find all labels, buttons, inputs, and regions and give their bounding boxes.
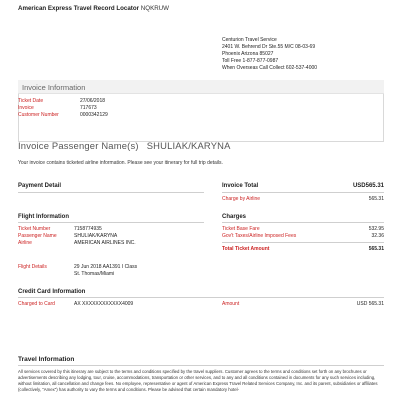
invoice-info-title-bar [18,80,384,94]
passenger-title: Invoice Passenger Name(s) [18,140,139,151]
travel-info-body: All services covered by this itinerary are subject to the terms and conditions specified by the travel suppliers. Customer agrees to the terms and conditions set forth on any brochures or advertisements describing any lodging, tour, cruise, accommodations, transportation or other services, and to any and all conditions contained in documents for any such services including, without limitation, all cancellation and change fees. No employee, representative or agent of American Express Travel Related Services Company, Inc. and its parent, subsidiaries or affiliates (collectively, "Amex") has authority to vary the terms and conditions. Please be advised that certain mandatory hotel- [18,369,378,392]
flight-label-passenger-name: Passenger Name [18,233,57,239]
header-title: American Express Travel Record Locator [18,5,140,12]
flight-value-ticket-number: 7158774935 [74,226,102,232]
charged-to-card-label: Charged to Card [18,301,55,307]
charge-by-airline-amount: 565.31 [368,196,384,202]
invoice-label-customer-number: Customer Number [18,112,59,118]
passenger-heading [18,140,231,151]
total-ticket-amount-label: Total Ticket Amount [222,246,270,252]
invoice-label-invoice: Invoice [18,105,34,111]
flight-details-line2: St. Thomas/Miami [74,271,115,277]
invoice-label-ticket-date: Ticket Date [18,98,44,104]
invoice-value-invoice: 717673 [80,105,97,111]
charge-label-taxes: Gov't Taxes/Airline Imposed Fees [222,233,297,239]
agency-line: Toll Free 1-877-877-0987 [222,57,279,64]
invoice-info-title: Invoice Information [22,83,86,92]
flight-value-passenger-name: SHULIAK/KARYNA [74,233,118,239]
passenger-name: SHULIAK/KARYNA [146,140,231,151]
flight-label-ticket-number: Ticket Number [18,226,51,232]
charges-title: Charges [222,214,247,220]
travel-divider [18,365,384,366]
flight-divider [18,222,204,223]
flight-details-line1: 29 Jun 2018 AA1391 I Class [74,264,138,270]
flight-details-label: Flight Details [18,264,47,270]
charge-label-base-fare: Ticket Base Fare [222,226,260,232]
record-locator-value: NQKRUW [140,5,169,12]
payment-divider [18,192,204,193]
card-number: AX XXXXXXXXXXXX4009 [74,301,134,307]
flight-value-airline: AMERICAN AIRLINES INC. [74,240,136,246]
invoice-value-ticket-date: 27/06/2018 [80,98,106,104]
credit-card-title: Credit Card Information [18,289,86,295]
agency-line: Phoenix Arizona 85027 [222,50,274,57]
charge-value-base-fare: 532.95 [368,226,384,232]
invoice-note: Your invoice contains ticketed airline information. Please see your itinerary for full trip details. [18,160,223,166]
charges-total-divider [222,242,384,243]
flight-info-title: Flight Information [18,214,69,220]
flight-label-airline: Airline [18,240,32,246]
payment-detail-title: Payment Detail [18,183,62,189]
charges-divider [222,222,384,223]
total-ticket-amount-value: 565.31 [368,246,384,252]
invoice-total-value: USD565.31 [352,183,384,189]
amount-label: Amount [222,301,240,307]
invoice-value-customer-number: 0000342129 [80,112,108,118]
travel-info-title: Travel Information [18,356,75,363]
record-locator-header [18,5,169,12]
amount-value: USD 565.31 [356,301,384,307]
agency-address [222,37,317,72]
charge-by-airline-label: Charge by Airline [222,196,261,202]
agency-line: 2401 W. Behrend Dr Ste.55 M/C 08-03-69 [222,43,316,50]
agency-line: When Overseas Call Collect 602-537-4000 [222,64,318,71]
total-divider [222,192,384,193]
agency-line: Centurion Travel Service [222,37,277,43]
credit-divider [18,297,384,298]
invoice-total-title: Invoice Total [222,183,259,189]
charge-value-taxes: 32.36 [371,233,384,239]
